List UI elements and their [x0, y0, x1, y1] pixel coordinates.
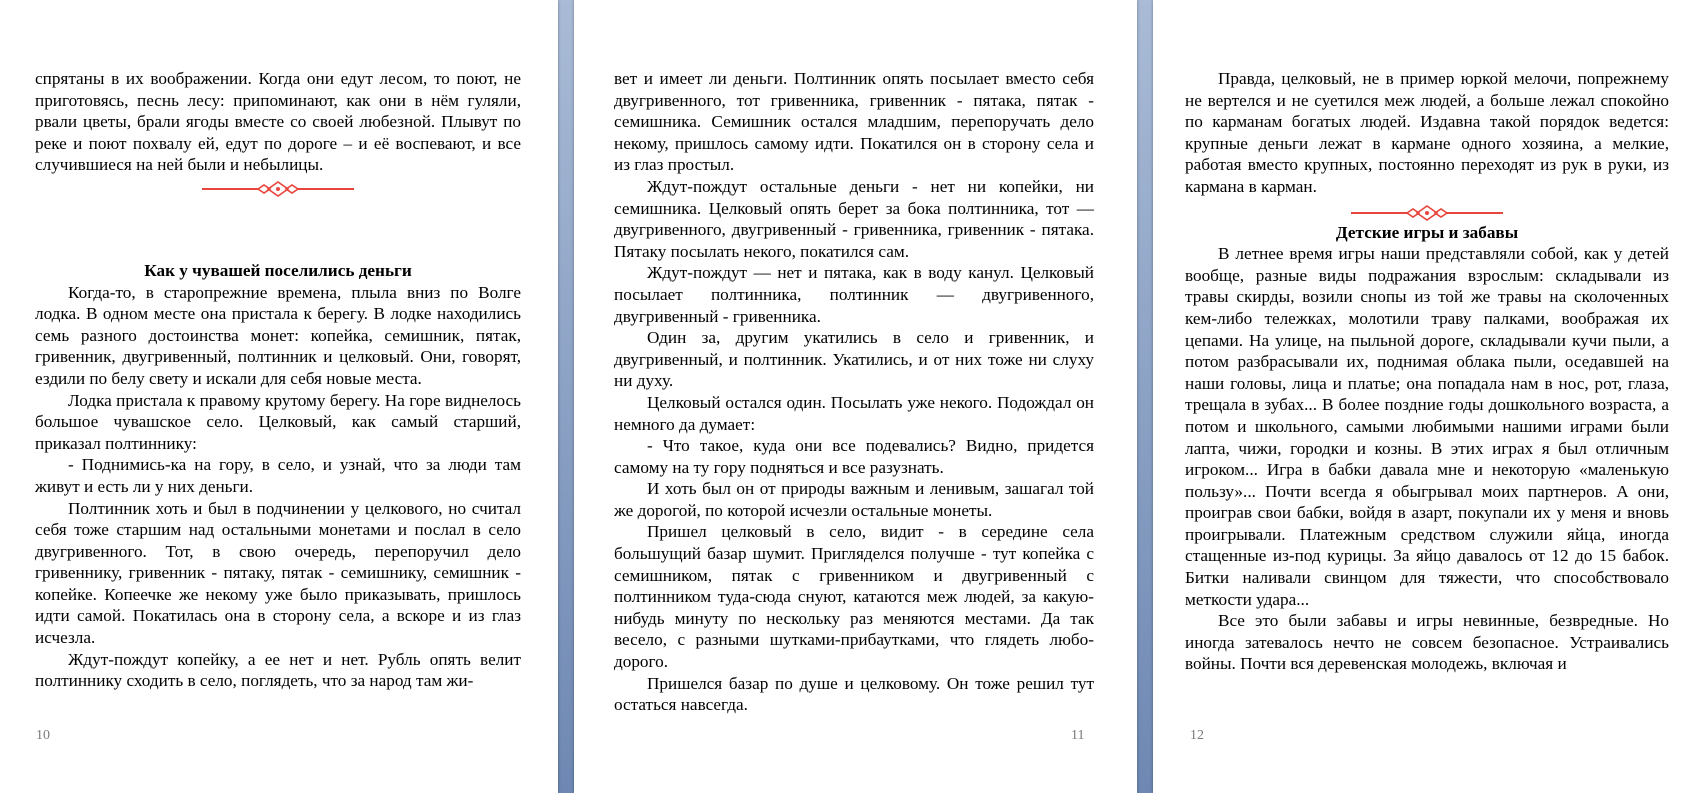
paragraph: Пришелся базар по душе и целковому. Он тоже решил тут остаться навсегда. [614, 673, 1094, 715]
paragraph: И хоть был он от природы важным и ленивым, зашагал той же дорогой, по которой исчезли остальные монеты. [614, 479, 1094, 520]
paragraph: Один за, другим укатились в село и гривенник, и двугривенный, и полтинник. Укатились, и от них тоже ни слуху ни духу. [614, 328, 1094, 391]
paragraph: Лодка пристала к правому крутому берегу. На горе виднелось большое чувашское село. Целковый, как самый старший, приказал полтиннику: [35, 390, 521, 453]
document-page-10 [0, 0, 558, 793]
paragraph: вет и имеет ли деньги. Полтинник опять посылает вместо себя двугривенного, тот гривенника, гривенник - пятака, пятак - семишника. Семишник остался младшим, перепоручать дело некому, пришлось самому идти. Покатился он в сторону села и из глаз простыл. [614, 69, 1094, 175]
paragraph: Ждут-пождут копейку, а ее нет и нет. Рубль опять велит полтиннику сходить в село, поглядеть, что за народ там жи- [35, 649, 521, 691]
paragraph: Все это были забавы и игры невинные, безвредные. Но иногда затевалось нечто не совсем безопасное. Устраивались войны. Почти вся деревенская молодежь, включая и [1185, 611, 1669, 674]
paragraph: В летнее время игры наши представляли собой, как у детей вообще, разные виды подражания взрослым: складывали из травы скирды, возили снопы из той же травы на сколоченных кем-либо тележках, молотили траву палками, воображая их цепами. На улице, на пыльной дороге, складывали кучи пыли, а потом разбрасывали их, поднимая облака пыли, оседавшей на наши головы, лица и платье; она попадала нам в нос, рот, глаза, трещала в зубах... В более поздние годы дошкольного возраста, а потом и школьного, самыми любимыми нашими играми были лапта, чижи, городки и козны. В этих играх я был отличным игроком... Игра в бабки давала мне и некоторую «маленькую пользу»... Почти всегда я обыгрывал моих партнеров. А они, проиграв свои бабки, войдя в азарт, покупали их у меня и вновь проигрывали. Платежным средством служили яйца, иногда стащенные из-под курицы. За яйцо давалось от 12 до 15 бабок. Битки наливали свинцом для тяжести, что способствовало меткости удара... [1185, 244, 1669, 609]
paragraph: Полтинник хоть и был в подчинении у целкового, но считал себя тоже старшим над остальными монетами и послал в село двугривенного. Тот, в свою очередь, перепоручил дело гривеннику, гривенник - пятаку, пятак - семишнику, семишник - копейке. Копеечке же некому уже было приказывать, пришлось идти самой. Покатилась она в сторону села, а вскоре и из глаз исчезла. [35, 498, 521, 648]
page-number: 10 [36, 728, 50, 743]
document-page-12 [1153, 0, 1707, 793]
paragraph: Правда, целковый, не в пример юркой мелочи, попрежнему не вертелся и не суетился меж людей, а больше лежал спокойно по карманам богатых людей. Издавна такой порядок ведется: крупные деньги лежат в кармане одного хозяина, а мелкие, работая вместо крупных, постоянно переходят из рук в руки, из кармана в карман. [1185, 69, 1669, 196]
page-number: 11 [1071, 728, 1085, 743]
document-page-11 [574, 0, 1137, 793]
paragraph: Ждут-пождут — нет и пятака, как в воду канул. Целковый посылает полтинника, полтинник — двугривенного, двугривенный - гривенника. [614, 263, 1094, 326]
ornament-divider [202, 180, 354, 198]
page-text [614, 68, 1094, 716]
paragraph: спрятаны в их воображении. Когда они едут лесом, то поют, не приготовясь, песнь лесу: припоминают, как они в нём гуляли, рвали цветы, брали ягоды вместе со своей любезной. Плывут по реке и поют похвалу ей, едут по дороге – и её воспевают, и все случившиеся на ней были и небылицы. [35, 69, 521, 175]
ornament-divider [1351, 204, 1503, 222]
page-text [35, 68, 521, 692]
paragraph: Когда-то, в старопрежние времена, плыла вниз по Волге лодка. В одном месте она пристала к берегу. В лодке находились семь разного достоинства монет: копейка, семишник, пятак, гривенник, двугривенный, полтинник и целковый. Они, говорят, ездили по белу свету и искали для себя новые места. [35, 282, 521, 388]
paragraph: - Что такое, куда они все подевались? Видно, придется самому на ту гору подняться и все разузнать. [614, 436, 1094, 477]
paragraph: - Поднимись-ка на гору, в село, и узнай, что за люди там живут и есть ли у них деньги. [35, 455, 521, 496]
paragraph: Пришел целковый в село, видит - в середине села большущий базар шумит. Пригляделся получше - тут копейка с семишником, пятак с гривенником и двугривенный с полтинником туда-сюда снуют, катаются меж людей, за какую-нибудь минуту по нескольку раз меняются местами. Да так весело, с разными шутками-прибаутками, что глядеть любо-дорого. [614, 522, 1094, 672]
page-number: 12 [1190, 728, 1204, 743]
paragraph: Целковый остался один. Посылать уже некого. Подождал он немного да думает: [614, 392, 1094, 434]
paragraph: Ждут-пождут остальные деньги - нет ни копейки, ни семишника. Целковый опять берет за бока полтинника, тот — двугривенного, двугривенный - гривенника, гривенник - пятака. Пятаку посылать некого, покатился сам. [614, 176, 1094, 261]
page-text [1185, 68, 1669, 675]
section-heading: Детские игры и забавы [1335, 222, 1519, 242]
section-heading: Как у чувашей поселились деньги [144, 260, 412, 280]
